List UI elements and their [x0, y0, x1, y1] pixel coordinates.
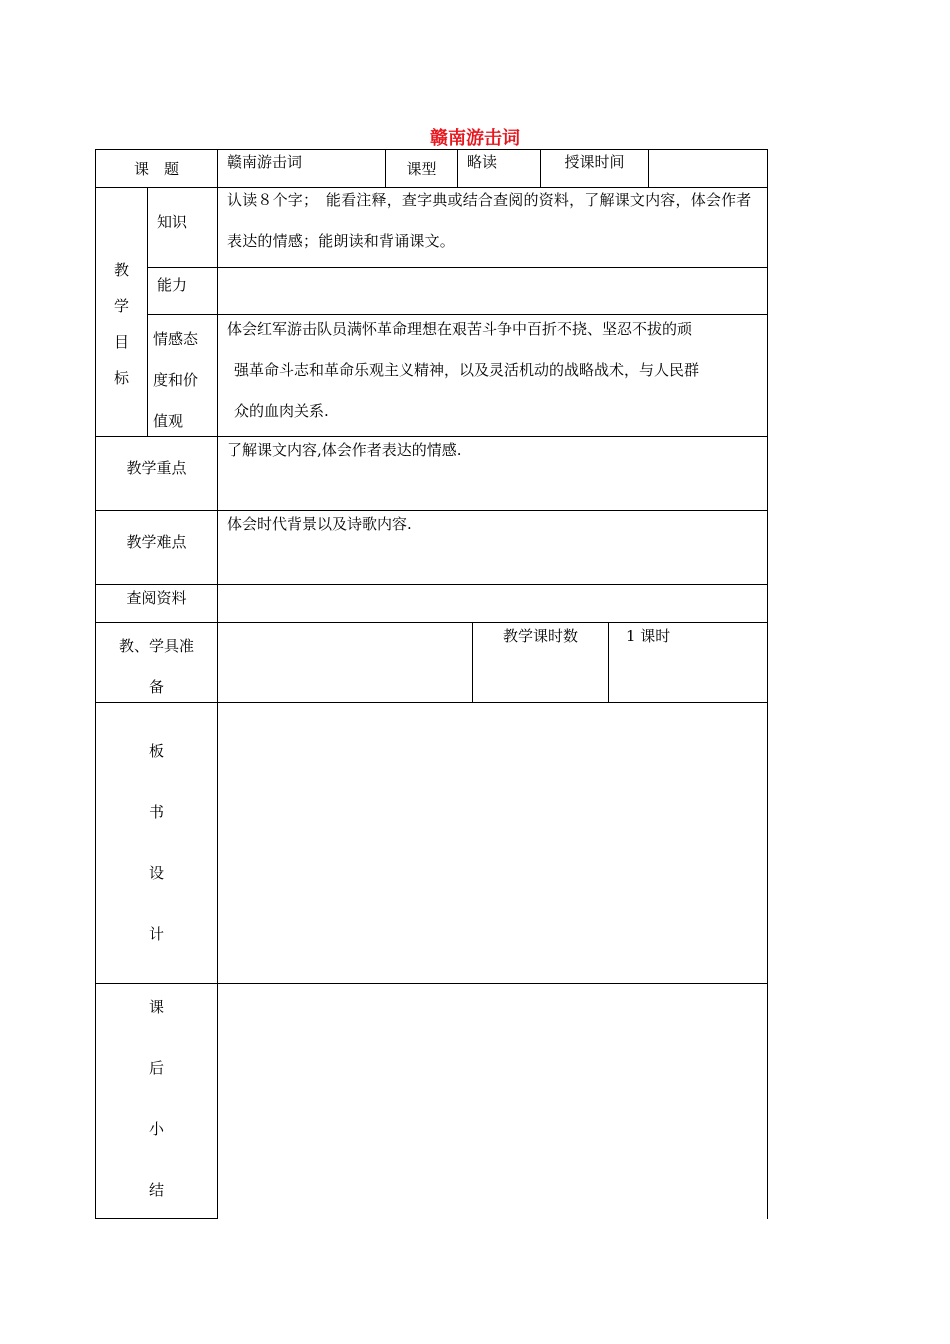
summary-label-char: 小 — [148, 1120, 164, 1138]
reference-label: 查阅资料 — [126, 589, 187, 607]
key-point-text: 了解课文内容,体会作者表达的情感. — [227, 441, 462, 459]
objectives-label — [96, 252, 147, 396]
board-label-char: 设 — [148, 864, 164, 882]
type-value: 略读 — [467, 153, 498, 171]
objectives-label-char: 学 — [113, 297, 129, 315]
row-divider — [95, 622, 768, 623]
objectives-label-char: 教 — [113, 261, 129, 279]
tools-label-line: 备 — [148, 678, 164, 696]
board-label — [96, 721, 217, 965]
col-divider — [217, 187, 218, 1219]
row-divider — [95, 584, 768, 585]
emotion-text-line: 强革命斗志和革命乐观主义精神，以及灵活机动的战略战术，与人民群 — [234, 361, 700, 379]
emotion-label-line: 度和价 — [153, 371, 199, 389]
summary-label-char: 后 — [148, 1059, 164, 1077]
board-label-char: 书 — [148, 803, 164, 821]
emotion-text-line: 众的血肉关系. — [234, 402, 329, 420]
board-label-char: 计 — [148, 925, 164, 943]
row-divider — [147, 314, 768, 315]
objectives-label-char: 目 — [113, 333, 129, 351]
objectives-label-char: 标 — [113, 369, 129, 387]
summary-label-char: 结 — [148, 1181, 164, 1199]
ability-label: 能力 — [157, 276, 188, 294]
table-border-top — [95, 149, 768, 150]
emotion-label — [153, 319, 213, 442]
tools-label-line: 教、学具准 — [118, 637, 194, 655]
difficulty-label: 教学难点 — [126, 533, 187, 551]
topic-value: 赣南游击词 — [227, 153, 303, 171]
table-border-right — [767, 149, 768, 1219]
row-divider — [147, 267, 768, 268]
knowledge-text: 认读８个字； 能看注释，查字典或结合查阅的资料，了解课文内容，体会作者表达的情感；能朗读和背诵课文。 — [227, 191, 752, 250]
key-point-label: 教学重点 — [126, 459, 187, 477]
summary-label — [96, 977, 217, 1221]
knowledge-label: 知识 — [157, 213, 188, 231]
page-title: 赣南游击词 — [430, 128, 520, 149]
hours-label: 教学课时数 — [502, 627, 578, 645]
emotion-label-line: 值观 — [153, 412, 184, 430]
hours-value: 1 课时 — [626, 627, 671, 645]
emotion-text-line: 体会红军游击队员满怀革命理想在艰苦斗争中百折不挠、坚忍不拔的顽 — [227, 320, 693, 338]
type-label: 课型 — [406, 160, 437, 178]
col-divider — [147, 187, 148, 436]
topic-label: 课 题 — [133, 160, 179, 178]
col-divider — [217, 149, 218, 187]
summary-label-char: 课 — [148, 998, 164, 1016]
tools-label — [96, 626, 217, 708]
time-label: 授课时间 — [564, 153, 625, 171]
emotion-label-line: 情感态 — [153, 330, 199, 348]
row-divider — [95, 510, 768, 511]
col-divider — [608, 622, 609, 702]
board-label-char: 板 — [148, 742, 164, 760]
difficulty-text: 体会时代背景以及诗歌内容. — [227, 515, 412, 533]
